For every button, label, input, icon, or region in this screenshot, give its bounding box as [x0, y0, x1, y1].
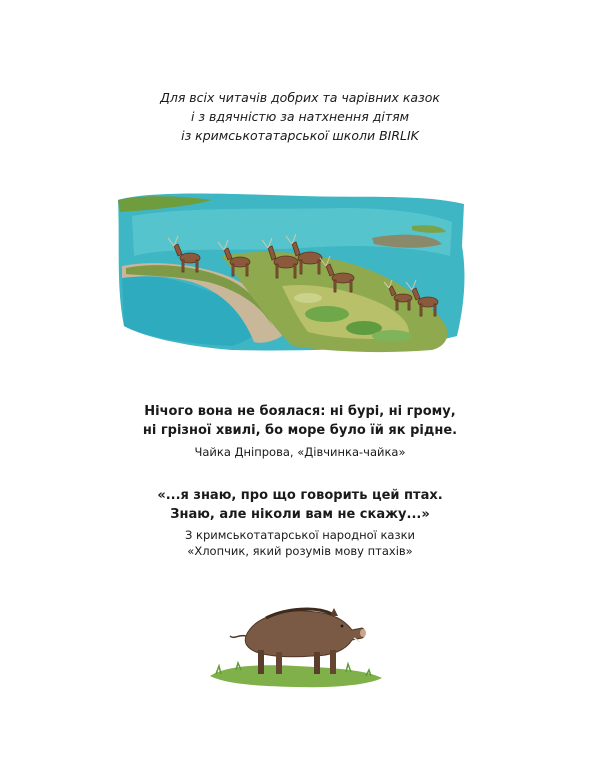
epigraph-1-line-1: Нічого вона не боялася: ні бурі, ні грому, — [144, 404, 456, 419]
epigraph-2-quote — [0, 486, 600, 524]
dedication-line-3: із кримськотатарської школи BIRLIK — [181, 128, 419, 143]
epigraph-1-line-2: ні грізної хвилі, бо море було їй як рідне. — [142, 423, 458, 438]
epigraph-1-source: Чайка Дніпрова, «Дівчинка-чайка» — [194, 445, 406, 459]
dedication — [0, 88, 600, 145]
dedication-line-2: і з вдячністю за натхнення дітям — [190, 109, 410, 124]
epigraph-1-quote — [0, 402, 600, 440]
epigraph-2-line-1: «...я знаю, про що говорить цей птах. — [157, 488, 443, 503]
epigraph-2-line-2: Знаю, але ніколи вам не скажу...» — [170, 507, 430, 522]
boar-illustration — [206, 590, 386, 690]
deer-coast-illustration — [112, 186, 472, 356]
epigraph-2-source — [0, 527, 600, 559]
epigraph-2-source-line-1: З кримськотатарської народної казки — [184, 528, 416, 542]
dedication-line-1: Для всіх читачів добрих та чарівних казок — [160, 90, 440, 105]
epigraph-2-source-line-2: «Хлопчик, який розумів мову птахів» — [187, 544, 413, 558]
